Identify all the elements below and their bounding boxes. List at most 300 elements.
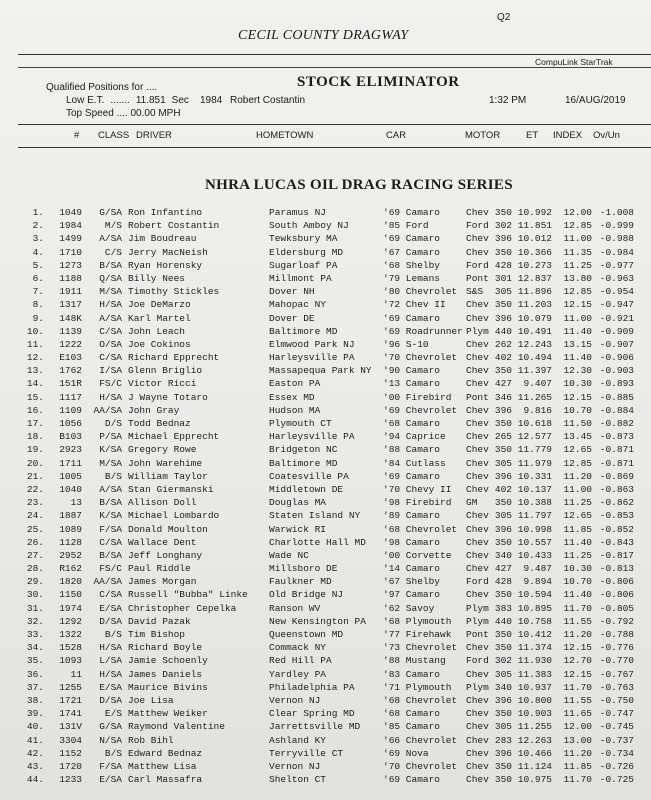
cell-et: 10.895 — [517, 602, 552, 614]
cell-car: '73 Chevrolet — [383, 642, 458, 654]
table-row — [0, 575, 651, 588]
cell-car: '67 Shelby — [383, 576, 441, 588]
cell-hometown: Commack NY — [269, 642, 327, 654]
cell-car-number: 1322 — [59, 629, 82, 640]
cell-position: 29. — [26, 576, 44, 588]
cell-position: 11. — [26, 338, 44, 350]
cell-et: 11.124 — [517, 760, 552, 772]
cell-et: 10.800 — [517, 694, 552, 706]
cell-hometown: Millsboro DE — [269, 563, 338, 575]
cell-over-under: -0.947 — [599, 299, 634, 311]
cell-et: 11.930 — [517, 655, 552, 667]
cell-car-number: E103 — [59, 352, 82, 364]
cell-car-number: 2952 — [59, 549, 82, 561]
cell-index: 12.15 — [563, 642, 592, 654]
column-rule-bottom — [18, 147, 651, 148]
cell-position: 43. — [26, 760, 44, 772]
cell-motor-make: Chev — [466, 378, 489, 390]
cell-position: 41. — [26, 734, 44, 746]
cell-hometown: South Amboy NJ — [269, 220, 349, 232]
col-header-driver: DRIVER — [136, 130, 172, 141]
cell-motor-make: Chev — [466, 365, 489, 377]
cell-position: 25. — [26, 523, 44, 535]
cell-motor-make: Ford — [466, 220, 489, 232]
cell-driver: Richard Epprecht — [128, 352, 220, 364]
record-year: 1984 — [200, 95, 223, 106]
cell-et: 11.979 — [517, 457, 552, 469]
table-row — [0, 430, 651, 443]
cell-driver: Jamie Schoenly — [128, 655, 208, 667]
table-row — [0, 523, 651, 536]
cell-car: '68 Camaro — [383, 418, 441, 429]
cell-hometown: Essex MD — [269, 391, 315, 403]
cell-car-number: 13 — [70, 497, 82, 509]
top-speed-line — [66, 108, 181, 119]
header-rule-top — [18, 54, 651, 55]
cell-car: '69 Roadrunner — [383, 325, 463, 337]
cell-car: '69 Camaro — [383, 312, 441, 324]
low-et-label: Low E.T. — [66, 95, 105, 106]
cell-et: 10.992 — [517, 207, 552, 218]
cell-motor-make: Chev — [466, 470, 489, 482]
cell-class: FS/C — [99, 563, 122, 575]
cell-et: 10.903 — [517, 708, 552, 720]
cell-driver: Michael Epprecht — [128, 431, 220, 443]
cell-car: '72 Chev II — [383, 299, 446, 311]
cell-car: '89 Camaro — [383, 510, 441, 522]
cell-motor-ci: 350 — [494, 365, 512, 377]
cell-motor-ci: 346 — [494, 391, 512, 403]
cell-driver: Jeff Longhany — [128, 549, 203, 561]
cell-motor-make: Chev — [466, 523, 489, 535]
cell-car: '70 Chevrolet — [383, 760, 458, 772]
cell-et: 10.388 — [517, 497, 552, 509]
cell-car: '77 Firehawk — [383, 629, 452, 640]
cell-hometown: Massapequa Park NY — [269, 365, 372, 377]
table-row — [0, 760, 651, 773]
cell-over-under: -0.725 — [599, 774, 634, 786]
cell-car: '62 Savoy — [383, 602, 435, 614]
cell-index: 10.70 — [563, 576, 592, 588]
cell-driver: Matthew Weiker — [128, 708, 208, 720]
top-speed-value: 00.00 — [130, 108, 156, 119]
results-table — [0, 206, 651, 786]
cell-position: 42. — [26, 747, 44, 759]
cell-index: 11.40 — [563, 352, 592, 364]
cell-index: 12.85 — [563, 220, 592, 232]
cell-driver: Ron Infantino — [128, 207, 203, 218]
cell-index: 11.25 — [563, 549, 592, 561]
table-row — [0, 219, 651, 232]
cell-car-number: 1056 — [59, 418, 82, 429]
cell-class: A/SA — [99, 233, 122, 245]
cell-motor-ci: 262 — [494, 338, 512, 350]
table-row — [0, 720, 651, 733]
cell-motor-make: Chev — [466, 668, 489, 680]
table-row — [0, 654, 651, 667]
cell-over-under: -0.817 — [599, 549, 634, 561]
cell-position: 23. — [26, 497, 44, 509]
cell-motor-ci: 350 — [494, 589, 512, 601]
cell-position: 31. — [26, 602, 44, 614]
cell-index: 12.85 — [563, 286, 592, 298]
cell-et: 10.594 — [517, 589, 552, 601]
cell-driver: Victor Ricci — [128, 378, 197, 390]
cell-motor-make: Chev — [466, 721, 489, 733]
cell-car-number: 1273 — [59, 259, 82, 271]
cell-car: '68 Chevrolet — [383, 694, 458, 706]
cell-position: 33. — [26, 629, 44, 640]
cell-driver: Maurice Bivins — [128, 681, 208, 693]
cell-position: 2. — [32, 220, 44, 232]
cell-car-number: 151R — [59, 378, 82, 390]
cell-driver: Gregory Rowe — [128, 444, 197, 456]
cell-motor-ci: 305 — [494, 457, 512, 469]
cell-et: 10.366 — [517, 246, 552, 258]
cell-driver: Richard Boyle — [128, 642, 203, 654]
cell-hometown: Charlotte Hall MD — [269, 536, 366, 548]
low-et-unit: Sec — [171, 95, 189, 106]
cell-position: 40. — [26, 721, 44, 733]
table-row — [0, 470, 651, 483]
cell-position: 8. — [32, 299, 44, 311]
cell-motor-make: Pont — [466, 391, 489, 403]
cell-car-number: 3304 — [59, 734, 82, 746]
cell-index: 11.85 — [563, 523, 592, 535]
table-row — [0, 246, 651, 259]
cell-et: 10.433 — [517, 549, 552, 561]
cell-motor-ci: 396 — [494, 694, 512, 706]
cell-position: 22. — [26, 483, 44, 495]
cell-motor-ci: 350 — [494, 708, 512, 720]
cell-et: 9.816 — [523, 404, 552, 416]
cell-car: '69 Chevrolet — [383, 404, 458, 416]
cell-position: 35. — [26, 655, 44, 667]
cell-hometown: Yardley PA — [269, 668, 327, 680]
table-row — [0, 562, 651, 575]
cell-car-number: 148K — [59, 312, 82, 324]
cell-motor-make: Chev — [466, 338, 489, 350]
qualified-label: Qualified Positions for .... — [46, 82, 158, 93]
cell-motor-ci: 340 — [494, 681, 512, 693]
cell-driver: James Morgan — [128, 576, 197, 588]
cell-position: 32. — [26, 615, 44, 627]
report-code: Q2 — [497, 12, 511, 23]
cell-position: 27. — [26, 549, 44, 561]
cell-driver: Tim Bishop — [128, 629, 186, 640]
cell-motor-ci: 350 — [494, 246, 512, 258]
cell-over-under: -0.763 — [599, 681, 634, 693]
cell-over-under: -0.862 — [599, 497, 634, 509]
cell-position: 24. — [26, 510, 44, 522]
cell-position: 39. — [26, 708, 44, 720]
cell-motor-ci: 440 — [494, 325, 512, 337]
cell-over-under: -0.954 — [599, 286, 634, 298]
cell-index: 13.00 — [563, 734, 592, 746]
cell-car: '98 Camaro — [383, 536, 441, 548]
cell-car: '70 Chevy II — [383, 483, 452, 495]
cell-motor-ci: 265 — [494, 431, 512, 443]
cell-class: D/S — [104, 418, 122, 429]
cell-position: 44. — [26, 774, 44, 786]
cell-car-number: 1721 — [59, 694, 82, 706]
cell-over-under: -0.871 — [599, 457, 634, 469]
cell-motor-ci: 396 — [494, 470, 512, 482]
cell-et: 11.383 — [517, 668, 552, 680]
table-row — [0, 628, 651, 641]
cell-index: 10.70 — [563, 404, 592, 416]
cell-car-number: 1109 — [59, 404, 82, 416]
cell-index: 12.00 — [563, 207, 592, 218]
cell-car: '66 Chevrolet — [383, 734, 458, 746]
cell-class: L/SA — [99, 655, 122, 667]
cell-car-number: 1317 — [59, 299, 82, 311]
cell-motor-make: Chev — [466, 563, 489, 575]
cell-car: '90 Camaro — [383, 365, 441, 377]
cell-car: '83 Camaro — [383, 668, 441, 680]
cell-car-number: 1005 — [59, 470, 82, 482]
cell-index: 11.20 — [563, 629, 592, 640]
table-row — [0, 298, 651, 311]
cell-motor-make: Chev — [466, 760, 489, 772]
cell-hometown: Jarrettsville MD — [269, 721, 361, 733]
cell-hometown: Eldersburg MD — [269, 246, 344, 258]
cell-motor-make: Chev — [466, 312, 489, 324]
cell-class: D/SA — [99, 615, 122, 627]
cell-motor-ci: 302 — [494, 220, 512, 232]
cell-position: 9. — [32, 312, 44, 324]
cell-driver: Wallace Dent — [128, 536, 197, 548]
col-header-et: ET — [526, 130, 539, 141]
cell-position: 17. — [26, 418, 44, 429]
cell-over-under: -0.745 — [599, 721, 634, 733]
cell-motor-ci: 305 — [494, 286, 512, 298]
cell-car: '13 Camaro — [383, 378, 441, 390]
cell-car: '88 Mustang — [383, 655, 446, 667]
cell-motor-ci: 428 — [494, 576, 512, 588]
cell-car: '69 Camaro — [383, 470, 441, 482]
cell-class: H/SA — [99, 668, 122, 680]
cell-over-under: -0.873 — [599, 431, 634, 443]
cell-motor-make: Chev — [466, 708, 489, 720]
cell-class: B/S — [104, 747, 122, 759]
cell-position: 21. — [26, 470, 44, 482]
cell-et: 11.265 — [517, 391, 552, 403]
cell-motor-ci: 305 — [494, 510, 512, 522]
cell-position: 28. — [26, 563, 44, 575]
cell-motor-make: Chev — [466, 694, 489, 706]
cell-over-under: -1.008 — [599, 207, 634, 218]
cell-driver: Matthew Lisa — [128, 760, 197, 772]
cell-position: 37. — [26, 681, 44, 693]
cell-over-under: -0.805 — [599, 602, 634, 614]
cell-class: B/SA — [99, 497, 122, 509]
cell-class: E/SA — [99, 774, 122, 786]
cell-et: 10.012 — [517, 233, 552, 245]
cell-motor-ci: 350 — [494, 642, 512, 654]
cell-hometown: Plymouth CT — [269, 418, 332, 429]
cell-class: D/SA — [99, 694, 122, 706]
cell-position: 12. — [26, 352, 44, 364]
cell-et: 10.758 — [517, 615, 552, 627]
eliminator-title: STOCK ELIMINATOR — [297, 74, 460, 90]
cell-class: H/SA — [99, 642, 122, 654]
cell-et: 10.491 — [517, 325, 552, 337]
top-speed-unit: MPH — [158, 108, 181, 119]
cell-over-under: -0.806 — [599, 589, 634, 601]
cell-et: 11.851 — [517, 220, 552, 232]
cell-index: 11.70 — [563, 774, 592, 786]
cell-over-under: -0.767 — [599, 668, 634, 680]
cell-et: 12.577 — [517, 431, 552, 443]
cell-position: 1. — [32, 207, 44, 218]
cell-over-under: -0.907 — [599, 338, 634, 350]
cell-class: E/SA — [99, 681, 122, 693]
cell-car-number: 1255 — [59, 681, 82, 693]
cell-hometown: Bridgeton NC — [269, 444, 338, 456]
cell-driver: Donald Moulton — [128, 523, 208, 535]
cell-over-under: -0.921 — [599, 312, 634, 324]
cell-class: A/SA — [99, 312, 122, 324]
cell-car: '00 Firebird — [383, 391, 452, 403]
cell-motor-make: Chev — [466, 207, 489, 218]
cell-driver: Joe Lisa — [128, 694, 174, 706]
cell-motor-make: Ford — [466, 576, 489, 588]
cell-motor-ci: 427 — [494, 378, 512, 390]
cell-motor-make: Pont — [466, 272, 489, 284]
cell-motor-make: Chev — [466, 774, 489, 786]
cell-hometown: Old Bridge NJ — [269, 589, 344, 601]
cell-driver: Edward Bednaz — [128, 747, 203, 759]
cell-motor-ci: 302 — [494, 655, 512, 667]
cell-motor-ci: 383 — [494, 602, 512, 614]
cell-car-number: 11 — [70, 668, 82, 680]
cell-index: 11.40 — [563, 536, 592, 548]
cell-motor-ci: 305 — [494, 668, 512, 680]
cell-driver: James Daniels — [128, 668, 203, 680]
cell-motor-make: Chev — [466, 299, 489, 311]
col-header-index: INDEX — [553, 130, 583, 141]
cell-car: '80 Chevrolet — [383, 286, 458, 298]
cell-car: '85 Camaro — [383, 721, 441, 733]
cell-et: 10.557 — [517, 536, 552, 548]
cell-driver: Stan Giermanski — [128, 483, 214, 495]
cell-hometown: Coatesville PA — [269, 470, 349, 482]
table-row — [0, 285, 651, 298]
col-header-hometown: HOMETOWN — [256, 130, 314, 141]
cell-et: 11.797 — [517, 510, 552, 522]
cell-motor-ci: 305 — [494, 721, 512, 733]
cell-class: A/SA — [99, 483, 122, 495]
cell-class: AA/SA — [93, 576, 122, 588]
cell-over-under: -0.750 — [599, 694, 634, 706]
cell-driver: Carl Massafra — [128, 774, 203, 786]
low-et-line — [66, 95, 195, 106]
cell-car-number: 1233 — [59, 774, 82, 786]
cell-over-under: -0.885 — [599, 391, 634, 403]
cell-over-under: -0.737 — [599, 734, 634, 746]
cell-hometown: Millmont PA — [269, 272, 332, 284]
cell-car-number: 1762 — [59, 365, 82, 377]
cell-car-number: 131V — [59, 721, 82, 733]
cell-index: 11.85 — [563, 760, 592, 772]
cell-motor-ci: 396 — [494, 312, 512, 324]
cell-hometown: Vernon NJ — [269, 760, 321, 772]
cell-et: 11.779 — [517, 444, 552, 456]
cell-position: 15. — [26, 391, 44, 403]
cell-position: 36. — [26, 668, 44, 680]
table-row — [0, 391, 651, 404]
cell-over-under: -0.734 — [599, 747, 634, 759]
col-header-ovun: Ov/Un — [593, 130, 620, 141]
cell-driver: John Leach — [128, 325, 186, 337]
cell-driver: Jim Boudreau — [128, 233, 197, 245]
cell-driver: Raymond Valentine — [128, 721, 225, 733]
cell-motor-ci: 428 — [494, 259, 512, 271]
cell-class: B/SA — [99, 549, 122, 561]
cell-motor-ci: 301 — [494, 272, 512, 284]
cell-hometown: Shelton CT — [269, 774, 327, 786]
cell-hometown: Tewksbury MA — [269, 233, 338, 245]
cell-motor-make: S&S — [466, 286, 484, 298]
cell-driver: Karl Martel — [128, 312, 191, 324]
cell-class: C/SA — [99, 589, 122, 601]
cell-class: G/SA — [99, 721, 122, 733]
cell-hometown: Ranson WV — [269, 602, 321, 614]
cell-over-under: -0.770 — [599, 655, 634, 667]
cell-car: '71 Plymouth — [383, 681, 452, 693]
cell-position: 6. — [32, 272, 44, 284]
cell-et: 9.487 — [523, 563, 552, 575]
cell-class: M/SA — [99, 457, 122, 469]
cell-class: K/SA — [99, 444, 122, 456]
table-row — [0, 443, 651, 456]
cell-over-under: -0.903 — [599, 365, 634, 377]
cell-index: 10.30 — [563, 563, 592, 575]
cell-hometown: Elmwood Park NJ — [269, 338, 355, 350]
cell-driver: Joe DeMarzo — [128, 299, 191, 311]
cell-class: I/SA — [99, 365, 122, 377]
cell-et: 11.203 — [517, 299, 552, 311]
cell-et: 9.407 — [523, 378, 552, 390]
cell-index: 12.65 — [563, 444, 592, 456]
cell-car-number: 1128 — [59, 536, 82, 548]
cell-hometown: Staten Island NY — [269, 510, 361, 522]
cell-motor-make: Chev — [466, 246, 489, 258]
cell-car: '98 Firebird — [383, 497, 452, 509]
cell-motor-ci: 396 — [494, 747, 512, 759]
cell-motor-ci: 350 — [494, 629, 512, 640]
cell-driver: Allison Doll — [128, 497, 197, 509]
cell-motor-ci: 402 — [494, 483, 512, 495]
col-header-class: CLASS — [98, 130, 130, 141]
cell-over-under: -0.869 — [599, 470, 634, 482]
cell-class: F/SA — [99, 523, 122, 535]
cell-motor-make: Ford — [466, 259, 489, 271]
cell-class: E/SA — [99, 602, 122, 614]
cell-motor-ci: 350 — [494, 418, 512, 429]
cell-car: '14 Camaro — [383, 563, 441, 575]
cell-driver: Jerry MacNeish — [128, 246, 208, 258]
table-row — [0, 272, 651, 285]
cell-over-under: -0.852 — [599, 523, 634, 535]
cell-over-under: -0.906 — [599, 352, 634, 364]
cell-motor-ci: 350 — [494, 760, 512, 772]
cell-index: 12.15 — [563, 299, 592, 311]
cell-motor-ci: 350 — [494, 536, 512, 548]
cell-class: M/SA — [99, 286, 122, 298]
cell-car: '88 Camaro — [383, 444, 441, 456]
